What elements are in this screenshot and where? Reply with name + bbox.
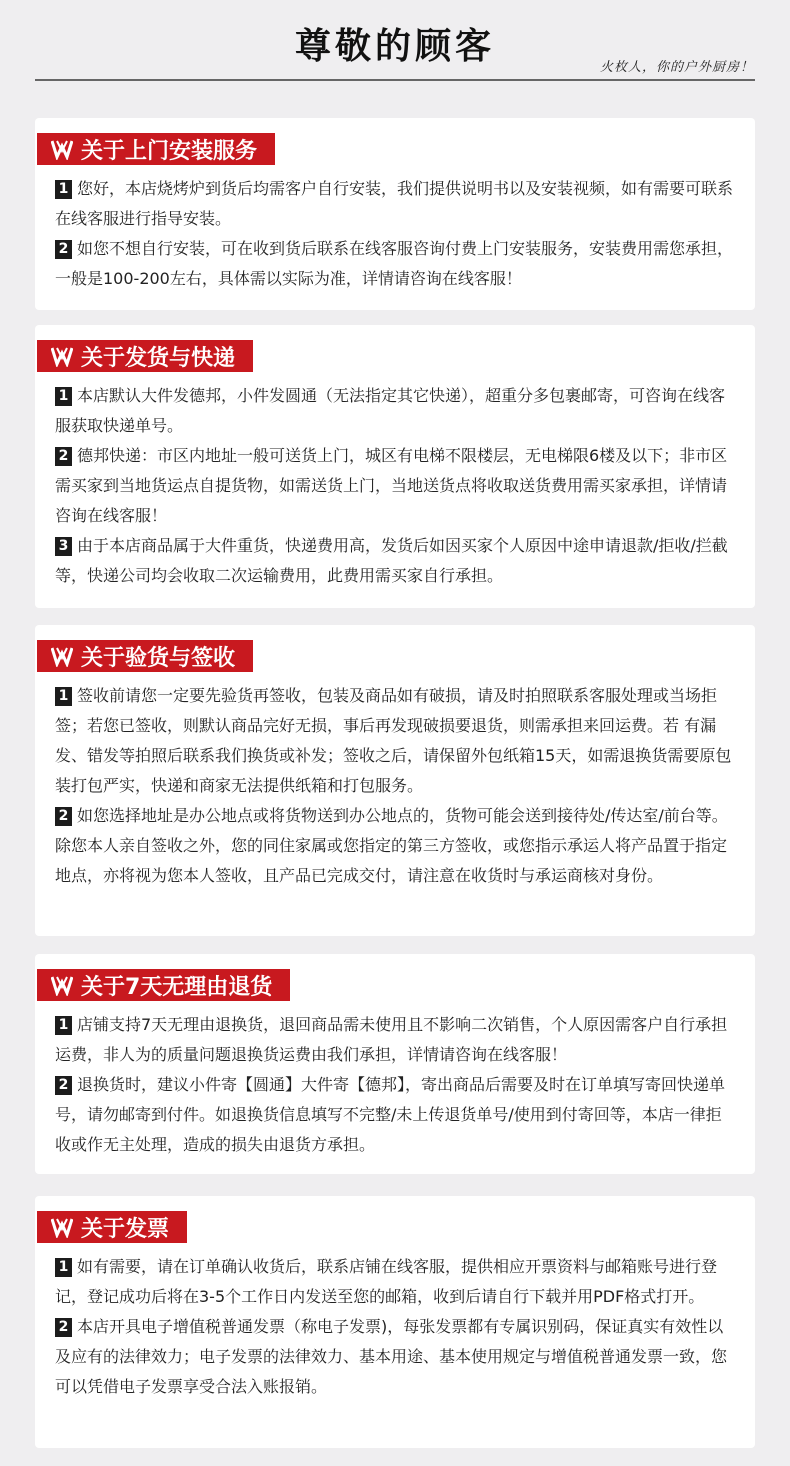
list-item <box>55 531 733 591</box>
list-item <box>55 381 733 441</box>
item-number-badge: 1 <box>55 1016 72 1035</box>
section-shipping <box>35 325 755 608</box>
section-title: 关于验货与签收 <box>81 645 236 671</box>
item-number-badge: 1 <box>55 1258 72 1277</box>
list-item <box>55 1312 733 1402</box>
item-text: 如有需要，请在订单确认收货后，联系店铺在线客服，提供相应开票资料与邮箱账号进行登记，登记成功后将在3-5个工作日内发送至您的邮箱，收到后请自行下载并用PDF格式打开。 <box>55 1257 718 1306</box>
item-text: 退换货时，建议小件寄【圆通】大件寄【德邦】，寄出商品后需要及时在订单填写寄回快递单号，请勿邮寄到付件。如退换货信息填写不完整/未上传退货单号/使用到付寄回等，本店一律拒收或作无主处理，造成的损失由退货方承担。 <box>55 1075 726 1154</box>
item-number-badge: 2 <box>55 447 72 466</box>
item-text: 您好，本店烧烤炉到货后均需客户自行安装，我们提供说明书以及安装视频，如有需要可联系在线客服进行指导安装。 <box>55 179 734 228</box>
section-title: 关于发票 <box>81 1216 170 1242</box>
list-item <box>55 801 733 891</box>
item-number-badge: 1 <box>55 387 72 406</box>
section-installation <box>35 118 755 310</box>
section-banner <box>37 133 275 165</box>
list-item <box>55 1070 733 1160</box>
item-text: 由于本店商品属于大件重货，快递费用高，发货后如因买家个人原因中途申请退款/拒收/拦截等，快递公司均会收取二次运输费用，此费用需买家自行承担。 <box>55 536 728 585</box>
item-text: 签收前请您一定要先验货再签收，包装及商品如有破损，请及时拍照联系客服处理或当场拒签；若您已签收，则默认商品完好无损，事后再发现破损要退货，则需承担来回运费。若 有漏发、错发等拍照后联系我们换货或补发；签收之后，请保留外包纸箱15天，如需退换货需要原包装打包严实，快递和商家无法提供纸箱和打包服务。 <box>55 686 732 795</box>
item-text: 店铺支持7天无理由退换货，退回商品需未使用且不影响二次销售，个人原因需客户自行承担运费，非人为的质量问题退换货运费由我们承担，详情请咨询在线客服！ <box>55 1015 728 1064</box>
section-banner <box>37 340 253 372</box>
brand-w-icon <box>51 345 73 367</box>
brand-w-icon <box>51 645 73 667</box>
item-text: 德邦快递：市区内地址一般可送货上门，城区有电梯不限楼层，无电梯限6楼及以下；非市区需买家到当地货运点自提货物，如需送货上门，当地送货点将收取送货费用需买家承担，详情请咨询在线客服！ <box>55 446 728 525</box>
section-banner <box>37 1211 187 1243</box>
list-item <box>55 234 733 294</box>
brand-w-icon <box>51 138 73 160</box>
slogan: 火枚人，你的户外厨房！ <box>599 60 754 75</box>
brand-w-icon <box>51 974 73 996</box>
item-number-badge: 1 <box>55 180 72 199</box>
item-number-badge: 2 <box>55 1318 72 1337</box>
item-number-badge: 1 <box>55 687 72 706</box>
section-banner <box>37 640 253 672</box>
page-header <box>0 0 790 95</box>
item-number-badge: 2 <box>55 240 72 259</box>
item-text: 本店默认大件发德邦，小件发圆通（无法指定其它快递），超重分多包裹邮寄，可咨询在线客服获取快递单号。 <box>55 386 726 435</box>
list-item <box>55 441 733 531</box>
section-items <box>55 681 733 891</box>
list-item <box>55 1252 733 1312</box>
section-invoice <box>35 1196 755 1448</box>
section-items <box>55 381 733 591</box>
section-items <box>55 1252 733 1402</box>
list-item <box>55 681 733 801</box>
item-number-badge: 2 <box>55 1076 72 1095</box>
title-divider <box>35 79 755 81</box>
item-text: 本店开具电子增值税普通发票（称电子发票)，每张发票都有专属识别码，保证真实有效性以及应有的法律效力；电子发票的法律效力、基本用途、基本使用规定与增值税普通发票一致，您可以凭借电子发票享受合法入账报销。 <box>55 1317 728 1396</box>
list-item <box>55 174 733 234</box>
item-text: 如您选择地址是办公地点或将货物送到办公地点的，货物可能会送到接待处/传达室/前台等。除您本人亲自签收之外，您的同住家属或您指定的第三方签收，或您指示承运人将产品置于指定地点，亦将视为您本人签收，且产品已完成交付，请注意在收货时与承运商核对身份。 <box>55 806 728 885</box>
section-items <box>55 174 733 294</box>
item-text: 如您不想自行安装，可在收到货后联系在线客服咨询付费上门安装服务，安装费用需您承担，一般是100-200左右，具体需以实际为准，详情请咨询在线客服！ <box>55 239 734 288</box>
section-inspection <box>35 625 755 936</box>
section-returns <box>35 954 755 1174</box>
item-number-badge: 2 <box>55 807 72 826</box>
section-banner <box>37 969 290 1001</box>
section-title: 关于7天无理由退货 <box>81 974 273 1000</box>
brand-w-icon <box>51 1216 73 1238</box>
item-number-badge: 3 <box>55 537 72 556</box>
page-title: 尊敬的顾客 <box>294 26 495 67</box>
section-title: 关于发货与快递 <box>81 345 236 371</box>
section-items <box>55 1010 733 1160</box>
list-item <box>55 1010 733 1070</box>
section-title: 关于上门安装服务 <box>81 138 258 164</box>
